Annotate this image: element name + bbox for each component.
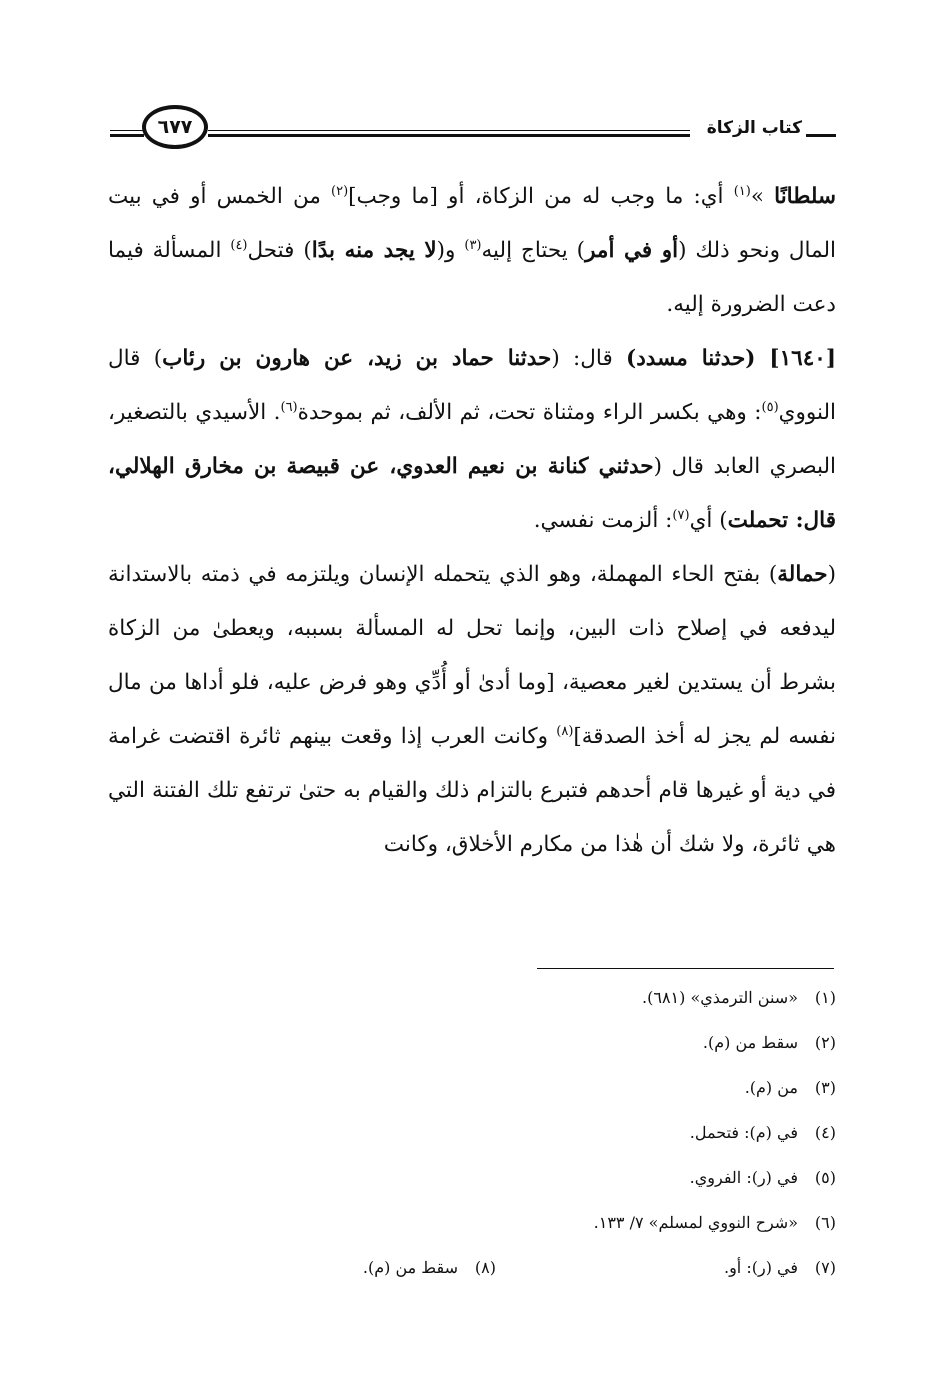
- footnote-marker: (٧): [672, 507, 690, 523]
- main-text: [108, 170, 836, 872]
- footnote-separator: [537, 968, 834, 969]
- footnote: (١)«سنن الترمذي» (٦٨١).: [642, 988, 836, 1007]
- bold-text-run: سلطانًا: [774, 184, 836, 209]
- bold-text-run: [١٦٤٠] (حدثنا مسدد): [626, 346, 836, 371]
- text-run: ) بفتح الحاء المهملة، وهو الذي يتحمله الإنسان ويلتزمه في ذمته بالاستدانة ليدفعه في إصلاح ذات البين، وإنما تحل له المسألة بسببه، ويعطىٰ من الزكاة بشرط أن يستدين لغير معصية، [وما أدىٰ أو أُدِّي وهو فرض عليه، فلو أداها من مال نفسه لم يجز له أخذ الصدقة]: [108, 562, 836, 749]
- text-run: و(: [436, 238, 465, 263]
- text-run: ) يحتاج إليه: [481, 238, 586, 263]
- paragraph: [108, 170, 836, 332]
- footnote: (٦)«شرح النووي لمسلم» ٧/ ١٣٣.: [593, 1213, 836, 1232]
- text-run: : وهي بكسر الراء ومثناة تحت، ثم الألف، ثم بموحدة: [297, 400, 762, 425]
- footnotes: [200, 975, 836, 1290]
- footnote-marker: (١): [733, 183, 751, 199]
- footnote-marker: (٦): [280, 399, 298, 415]
- header-rule: [208, 134, 690, 137]
- footnote-row: [200, 1245, 836, 1290]
- bold-text-run: لا يجد منه بدًا: [311, 238, 437, 263]
- header-rule: [806, 134, 836, 137]
- bold-text-run: حدثنا حماد بن زيد، عن هارون بن رئاب: [162, 346, 552, 371]
- page-number: ٦٧٧: [142, 105, 208, 149]
- text-run: »: [750, 184, 775, 209]
- bold-text-run: أو في أمر: [585, 238, 679, 263]
- page-header: [110, 100, 836, 160]
- text-run: وكانت العرب إذا وقعت بينهم ثائرة اقتضت غرامة في دية أو غيرها قام أحدهم فتبرع بالتزام ذلك والقيام به حتىٰ ترتفع تلك الفتنة التي هي ثائرة، ولا شك أن هٰذا من مكارم الأخلاق، وكانت: [108, 724, 836, 857]
- running-header-title: كتاب الزكاة: [706, 118, 802, 138]
- paragraph: [108, 548, 836, 872]
- text-run: ) قال النووي: [108, 346, 837, 425]
- footnote-marker: (٢): [331, 183, 349, 199]
- bold-text-run: حمالة: [777, 562, 828, 587]
- text-run: (: [827, 562, 836, 587]
- header-rule: [110, 130, 144, 131]
- text-run: : ألزمت نفسي.: [533, 508, 673, 533]
- footnote: (٥)في (ر): الفروي.: [689, 1168, 836, 1187]
- text-run: أي: ما وجب له من الزكاة، أو [ما وجب]: [348, 184, 734, 209]
- text-run: ) أي: [689, 508, 728, 533]
- footnote-marker: (٨): [556, 723, 574, 739]
- text-run: . الأسيدي بالتصغير، البصري العابد قال (: [108, 400, 837, 479]
- footnote-marker: (٣): [464, 237, 482, 253]
- footnote: (٢)سقط من (م).: [702, 1033, 836, 1052]
- text-run: من الخمس أو في بيت المال ونحو ذلك (: [108, 184, 837, 263]
- header-rule: [110, 134, 144, 137]
- footnote: (٤)في (م): فتحمل.: [689, 1123, 836, 1142]
- footnote: (٣)من (م).: [744, 1078, 836, 1097]
- bold-text-run: حدثني كنانة بن نعيم العدوي، عن قبيصة بن مخارق الهلالي، قال: تحملت: [108, 454, 836, 533]
- footnote: (٨)سقط من (م).: [362, 1258, 496, 1277]
- text-run: ) فتحل: [247, 238, 312, 263]
- text-run: المسألة فيما دعت الضرورة إليه.: [108, 238, 836, 317]
- paragraph: [108, 332, 836, 548]
- header-rule: [208, 130, 690, 131]
- footnote-marker: (٥): [761, 399, 779, 415]
- footnote-marker: (٤): [230, 237, 248, 253]
- text-run: قال: (: [551, 346, 627, 371]
- footnote: (٧)في (ر): أو.: [723, 1258, 836, 1277]
